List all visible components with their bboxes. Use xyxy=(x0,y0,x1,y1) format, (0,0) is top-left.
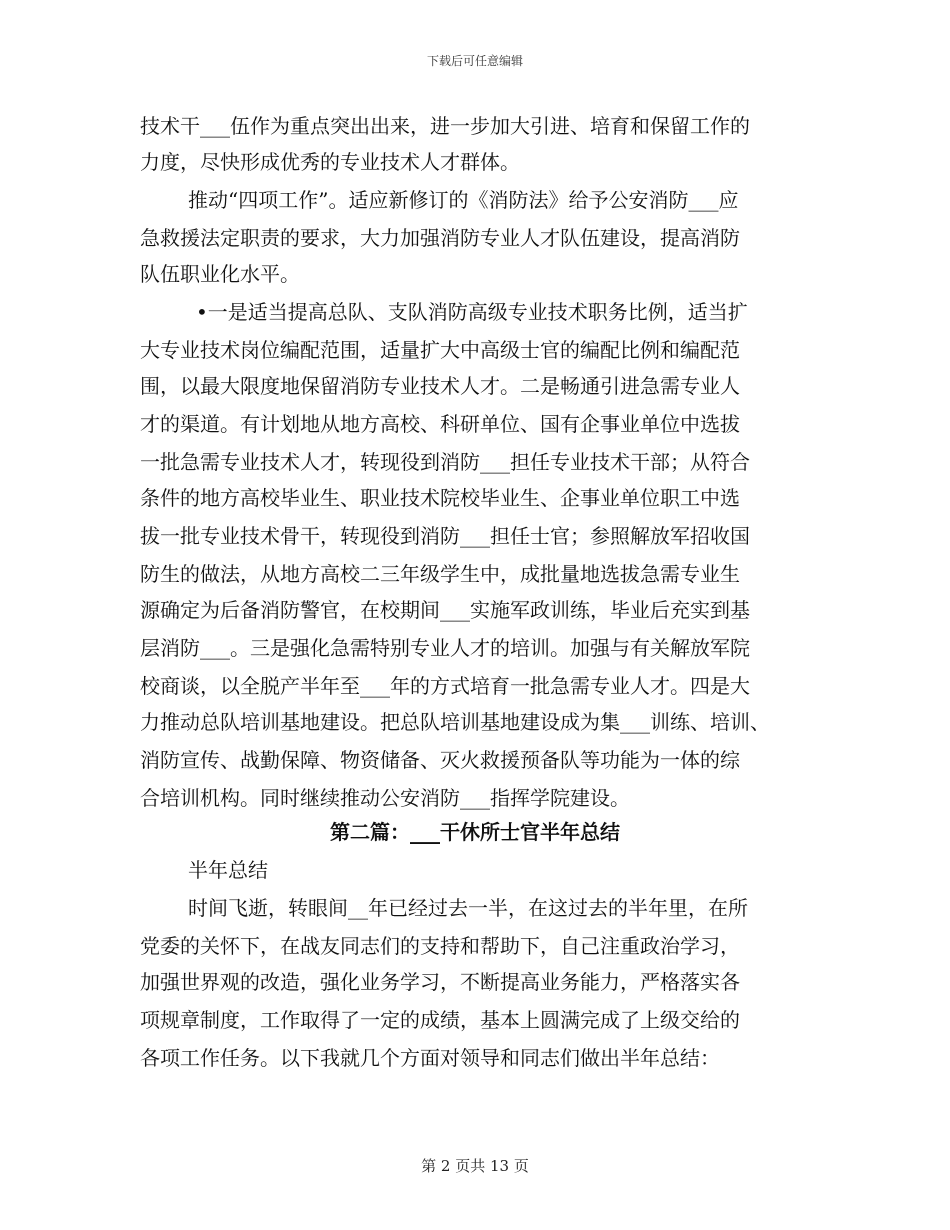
body-line: 党委的关怀下，在战友同志们的支持和帮助下，自己注重政治学习， xyxy=(140,934,740,958)
body-line: 层消防___。三是强化急需特别专业人才的培训。加强与有关解放军院 xyxy=(140,636,750,660)
body-line: 时间飞逝，转眼间__年已经过去一半，在这过去的半年里，在所 xyxy=(188,896,748,920)
body-line: 围，以最大限度地保留消防专业技术人才。二是畅通引进急需专业人 xyxy=(140,374,740,398)
body-line: 推动“四项工作”。适应新修订的《消防法》给予公安消防___应 xyxy=(188,188,739,212)
body-line: 技术干___伍作为重点突出出来，进一步加大引进、培育和保留工作的 xyxy=(140,114,750,138)
body-line: 各项工作任务。以下我就几个方面对领导和同志们做出半年总结： xyxy=(140,1046,720,1070)
body-line: 防生的做法，从地方高校二三年级学生中，成批量地选拔急需专业生 xyxy=(140,562,740,586)
body-line: 条件的地方高校毕业生、职业技术院校毕业生、企事业单位职工中选 xyxy=(140,486,740,510)
body-line: 加强世界观的改造，强化业务学习，不断提高业务能力，严格落实各 xyxy=(140,970,740,994)
body-line: 一批急需专业技术人才，转现役到消防___担任专业技术干部；从符合 xyxy=(140,450,750,474)
body-line: •一是适当提高总队、支队消防高级专业技术职务比例，适当扩 xyxy=(196,300,748,324)
body-line: 急救援法定职责的要求，大力加强消防专业人才队伍建设，提高消防 xyxy=(140,226,740,250)
body-line: 才的渠道。有计划地从地方高校、科研单位、国有企事业单位中选拔 xyxy=(140,412,740,436)
body-line: 项规章制度，工作取得了一定的成绩，基本上圆满完成了上级交给的 xyxy=(140,1008,740,1032)
body-line: 消防宣传、战勤保障、物资储备、灭火救援预备队等功能为一体的综 xyxy=(140,748,740,772)
body-line: 大专业技术岗位编配范围，适量扩大中高级士官的编配比例和编配范 xyxy=(140,338,740,362)
body-line: 力推动总队培训基地建设。把总队培训基地建设成为集___训练、培训、 xyxy=(140,710,770,734)
body-line: 校商谈，以全脱产半年至___年的方式培育一批急需专业人才。四是大 xyxy=(140,674,750,698)
body-line: 拔一批专业技术骨干，转现役到消防___担任士官；参照解放军招收国 xyxy=(140,524,750,548)
body-line: 合培训机构。同时继续推动公安消防___指挥学院建设。 xyxy=(140,786,630,810)
body-line: 力度，尽快形成优秀的专业技术人才群体。 xyxy=(140,150,520,174)
body-line: 队伍职业化水平。 xyxy=(140,262,300,286)
section-subtitle: 半年总结 xyxy=(188,858,268,882)
page-footer: 第 2 页共 13 页 xyxy=(421,1157,529,1175)
body-line: 源确定为后备消防警官，在校期间___实施军政训练，毕业后充实到基 xyxy=(140,598,750,622)
page-header: 下载后可任意编辑 xyxy=(426,54,523,68)
section-heading: 第二篇：___干休所士官半年总结 xyxy=(330,820,620,844)
